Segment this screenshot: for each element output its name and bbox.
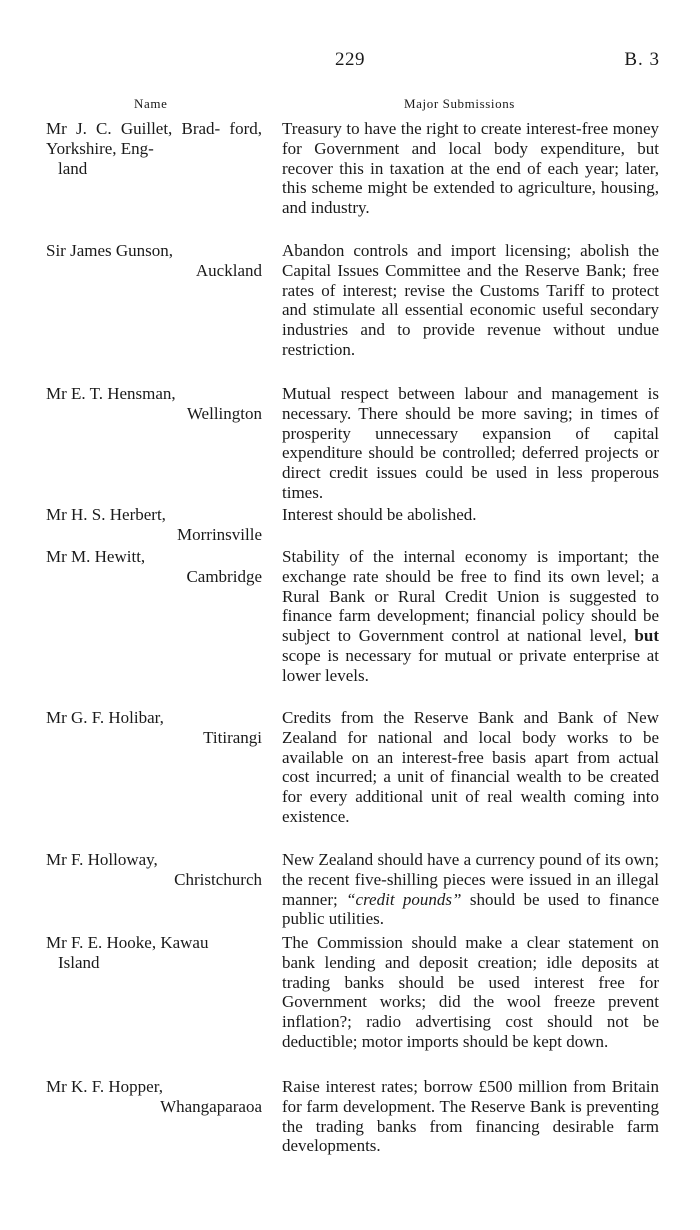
entry-place: Morrinsville [177, 524, 262, 544]
entry-name [46, 850, 262, 890]
entry-place: Cambridge [186, 566, 262, 586]
entry-submission: Abandon controls and import licensing; abolish the Capital Issues Committee and the Reserve Bank; free rates of interest; revise the Customs Tariff to protect and stimulate all essential economic useful secondary industries and to provide revenue without undue restriction. [282, 241, 659, 359]
entry-submission-emphasis: “credit pounds” [346, 889, 462, 909]
entry-place: Whangaparaoa [160, 1096, 262, 1116]
entry-name [46, 1077, 262, 1117]
entry-submission [282, 850, 659, 929]
entry-person: Mr E. T. Hensman, [46, 384, 176, 403]
entry-name-line: Island [58, 952, 100, 972]
entry-name [46, 241, 262, 281]
entry-place: Wellington [186, 403, 262, 423]
entry-submission-part: should be used to finance public utilities. [282, 889, 660, 929]
entry-name [46, 547, 262, 587]
entry-name-line: Mr F. E. Hooke, Kawau [46, 933, 209, 952]
entry-submission-part: Stability of the internal economy is important; the exchange rate should be free to find its own level; a Rural Bank or Rural Credit Union is suggested to finance farm development; financial policy should be subject to Government control at national level, [282, 547, 659, 646]
entry-name [46, 119, 262, 178]
entry-submission-part: New Zealand should have a currency pound of its own; the recent five-shilling pieces were issued in an illegal manner; [282, 850, 659, 909]
entry-submission: Mutual respect between labour and management is necessary. There should be more saving; in times of prosperity unnecessary expansion of capital expenditure should be controlled; deferred projects or direct credit issues could be used in less properous times. [282, 384, 659, 502]
column-header-submissions: Major Submissions [404, 96, 515, 111]
page-number: 229 [335, 49, 365, 70]
entry-person: Mr K. F. Hopper, [46, 1077, 163, 1096]
entry-name-line: Mr J. C. Guillet, Brad- [46, 119, 221, 138]
entry-submission: Raise interest rates; borrow £500 million from Britain for farm development. The Reserve Bank is preventing the trading banks from financing desirable farm developments. [282, 1077, 659, 1156]
entry-submission: Credits from the Reserve Bank and Bank of New Zealand for national and local body works to be available on an interest-free basis apart from actual cost incurred; a unit of financial wealth to be created for every additional unit of real wealth coming into existence. [282, 708, 659, 826]
page-reference: B. 3 [624, 49, 660, 70]
entry-place: Auckland [195, 260, 262, 280]
entry-name-line: ford, Yorkshire, Eng- [46, 119, 262, 158]
entry-submission [282, 547, 659, 686]
entry-name [46, 384, 262, 424]
entry-person: Sir James Gunson, [46, 241, 174, 260]
entry-person: Mr M. Hewitt, [46, 547, 146, 566]
entry-submission-emphasis: but [634, 626, 659, 646]
entry-submission: The Commission should make a clear statement on bank lending and deposit creation; idle deposits at trading banks should be used interest free for Government works; did the wool freeze prevent inflation?; radio advertising cost should not be deductible; motor imports should be kept down. [282, 933, 659, 1051]
entry-name [46, 505, 262, 545]
entry-submission-part: scope is necessary for mutual or private enterprise at lower levels. [282, 645, 659, 685]
entry-submission: Treasury to have the right to create interest-free money for Government and local body expenditure, but recover this in taxation at the end of each year; later, this scheme might be extended to agriculture, housing, and industry. [282, 119, 659, 218]
entry-name-line: land [58, 158, 88, 178]
entry-person: Mr F. Holloway, [46, 850, 158, 869]
entry-place: Titirangi [203, 727, 262, 747]
entry-place: Christchurch [174, 869, 262, 889]
column-header-name: Name [134, 96, 168, 111]
entry-person: Mr H. S. Herbert, [46, 505, 166, 524]
entry-name [46, 933, 262, 973]
entry-submission: Interest should be abolished. [282, 505, 477, 524]
entry-name [46, 708, 262, 748]
entry-person: Mr G. F. Holibar, [46, 708, 164, 727]
